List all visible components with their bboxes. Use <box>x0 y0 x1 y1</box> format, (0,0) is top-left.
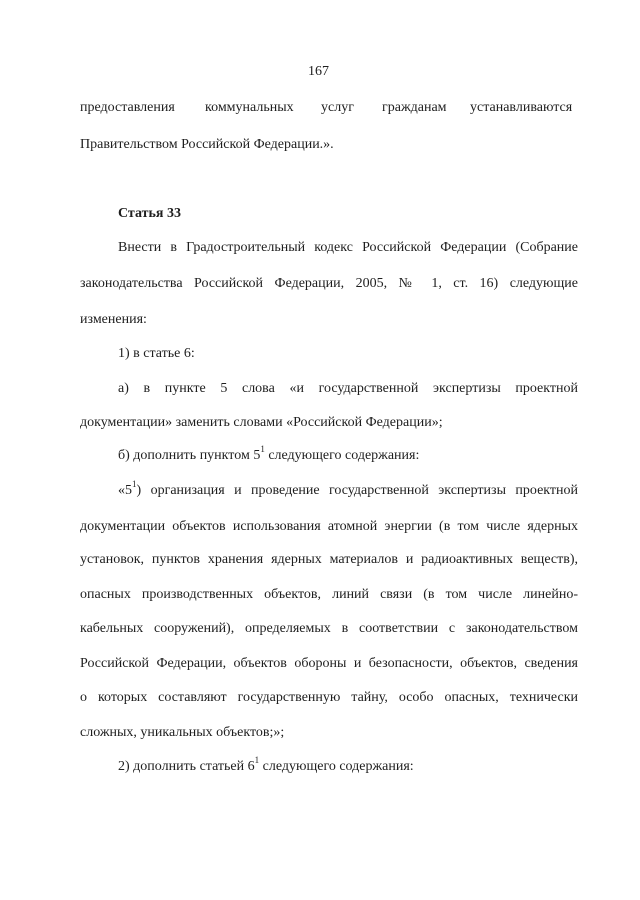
item-2-text-end: следующего содержания: <box>259 759 414 774</box>
subitem-b-superscript: 1 <box>260 444 265 455</box>
item-1: 1) в статье 6: <box>118 346 195 361</box>
quote-line-4: опасных производственных объектов, линий связи (в том числе линейно- <box>80 587 578 602</box>
line-1-word-4: гражданам <box>382 100 447 115</box>
quote-line-3: установок, пунктов хранения ядерных материалов и радиоактивных веществ), <box>80 552 578 567</box>
subitem-b <box>118 444 420 465</box>
subitem-b-text-end: следующего содержания: <box>264 448 420 463</box>
item-2-superscript: 1 <box>254 755 260 766</box>
subitem-b-text: б) дополнить пунктом 5 <box>118 448 261 463</box>
item-2 <box>118 755 414 776</box>
subitem-a-line-1: а) в пункте 5 слова «и государственной экспертизы проектной <box>118 381 578 396</box>
line-1-word-1: предоставления <box>80 100 175 115</box>
quote-line-2: документации объектов использования атомной энергии (в том числе ядерных <box>80 519 578 534</box>
quote-line-6: Российской Федерации, объектов обороны и безопасности, объектов, сведения <box>80 656 578 671</box>
quote-line-5: кабельных сооружений), определяемых в соответствии с законодательством <box>80 621 578 636</box>
line-2: Правительством Российской Федерации.». <box>80 137 334 152</box>
quote-line-1 <box>118 479 578 500</box>
paragraph-intro-line-2: законодательства Российской Федерации, 2005, № 1, ст. 16) следующие <box>80 276 578 291</box>
quote-line-7: о которых составляют государственную тайну, особо опасных, технически <box>80 690 578 705</box>
article-heading: Статья 33 <box>118 206 181 221</box>
subitem-a-line-2: документации» заменить словами «Российской Федерации»; <box>80 415 443 430</box>
quote-superscript: 1 <box>132 479 137 490</box>
quote-text: ) организация и проведение государственной экспертизы проектной <box>136 483 578 498</box>
quote-line-8: сложных, уникальных объектов;»; <box>80 725 285 740</box>
page-number: 167 <box>308 64 329 79</box>
line-1-word-2: коммунальных <box>205 100 294 115</box>
paragraph-intro-line-3: изменения: <box>80 312 147 327</box>
item-2-text: 2) дополнить статьей 6 <box>118 759 255 774</box>
line-1-word-5: устанавливаются <box>470 100 573 115</box>
line-1-word-3: услуг <box>321 100 354 115</box>
quote-open: «5 <box>118 483 132 498</box>
paragraph-intro-line-1: Внести в Градостроительный кодекс Российской Федерации (Собрание <box>118 240 578 255</box>
